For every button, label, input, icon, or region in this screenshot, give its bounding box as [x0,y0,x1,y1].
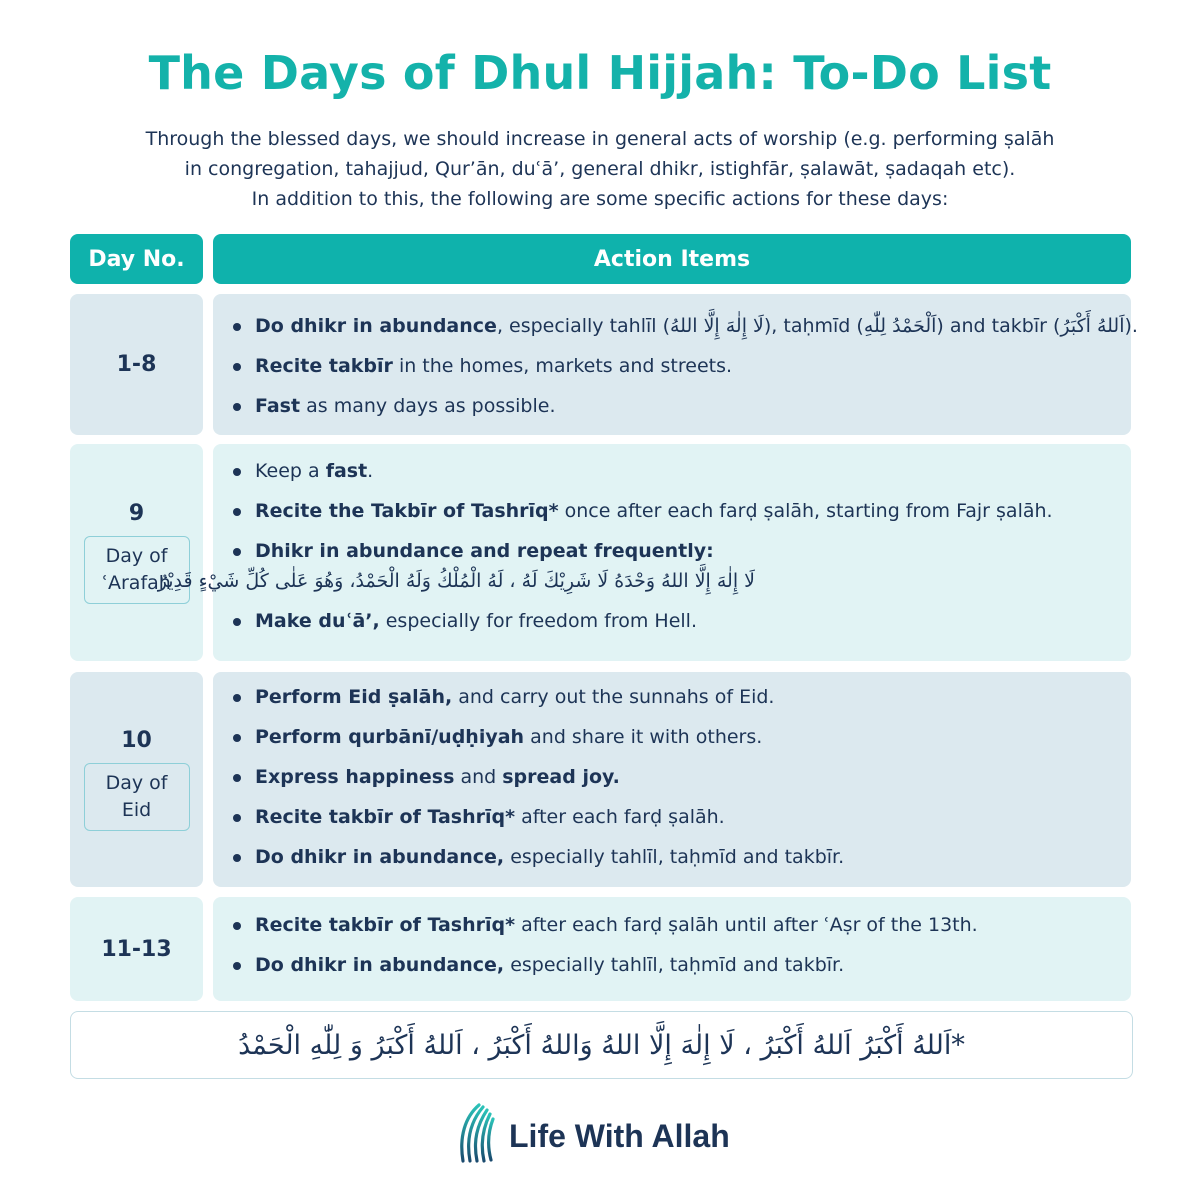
bullet-icon [233,734,241,742]
list-item [233,950,1115,980]
item-text: especially tahlīl, taḥmīd and takbīr. [504,954,845,976]
item-text: in the homes, markets and streets. [392,355,733,377]
list-item [233,456,1115,486]
item-bold: Dhikr in abundance and repeat frequently: [255,540,714,562]
header-day-no: Day No. [70,234,203,284]
intro-text [80,124,1120,214]
bullet-icon [233,403,241,411]
list-item [233,910,1115,940]
item-bold: Perform Eid ṣalāh, [255,686,453,708]
item-bold: Make duʿā’, [255,610,380,632]
bullet-icon [233,814,241,822]
day-tag: Day of ʿArafah [84,536,190,604]
intro-line: Through the blessed days, we should increase in general acts of worship (e.g. performing ṣalāh [145,128,1055,150]
item-text: and share it with others. [524,726,763,748]
item-bold: Do dhikr in abundance, [255,846,505,868]
day-number: 11-13 [101,936,172,962]
item-bold: fast [325,460,368,482]
item-text: and carry out the sunnahs of Eid. [452,686,775,708]
item-bold: Recite takbīr of Tashrīq* [255,806,516,828]
item-bold: Express happiness [255,766,455,788]
item-text: especially tahlīl, taḥmīd and takbīr. [504,846,845,868]
item-text: after each farḍ ṣalāh. [515,806,725,828]
list-item [233,802,1115,832]
list-item [233,606,1115,636]
bullet-icon [233,854,241,862]
bullet-icon [233,774,241,782]
bullet-icon [233,363,241,371]
bullet-icon [233,548,241,556]
intro-line: in congregation, tahajjud, Qur’ān, duʿā’, general dhikr, istighfār, ṣalawāt, ṣadaqah etc). [184,158,1016,180]
day-cell-1-8 [70,294,203,435]
list-item [233,682,1115,712]
takbir-footnote: *اَللهُ أَكْبَرُ اَللهُ أَكْبَرُ ، لَا إِلٰهَ إِلَّا اللهُ وَاللهُ أَكْبَرُ ، اَللهُ أَكْبَرُ وَ لِلّٰهِ الْحَمْدُ [238,1029,965,1061]
bullet-icon [233,618,241,626]
page-title: The Days of Dhul Hijjah: To-Do List [148,46,1052,100]
actions-cell-10 [213,672,1131,887]
bullet-icon [233,468,241,476]
list-item [233,762,1115,792]
bullet-icon [233,694,241,702]
bullet-icon [233,508,241,516]
day-number: 9 [128,501,145,526]
bullet-icon [233,922,241,930]
list-item [233,722,1115,752]
item-bold: Do dhikr in abundance, [255,954,505,976]
list-item [233,842,1115,872]
day-number: 10 [121,728,152,753]
day-cell-9 [70,444,203,661]
bullet-icon [233,962,241,970]
item-prefix: Keep a [255,460,326,482]
item-bold: Do dhikr in abundance [255,315,497,337]
item-text: after each farḍ ṣalāh until after ʿAṣr of the 13th. [515,914,978,936]
day-cell-11-13 [70,897,203,1001]
item-text: , especially tahlīl (لَا إِلٰهَ إِلَّا اللهُ), taḥmīd (اَلْحَمْدُ لِلّٰهِ) and takbīr (اَللهُ أَكْبَرُ). [496,315,1138,337]
actions-cell-9 [157,444,1131,661]
item-text: once after each farḍ ṣalāh, starting from Fajr ṣalāh. [558,500,1053,522]
list-item [233,351,1115,381]
item-text: . [367,460,374,482]
item-bold: Recite takbīr [255,355,393,377]
actions-cell-1-8 [213,294,1138,435]
header-action-items: Action Items [213,234,1131,284]
takbir-footnote-box [70,1011,1133,1079]
item-bold: Fast [255,395,301,417]
item-text: as many days as possible. [300,395,556,417]
list-item [233,536,1115,566]
item-bold: Perform qurbānī/uḍḥiyah [255,726,525,748]
item-bold: Recite takbīr of Tashrīq* [255,914,516,936]
item-bold: Recite the Takbīr of Tashrīq* [255,500,559,522]
brand-logo [455,1105,730,1167]
list-item [233,496,1115,526]
item-bold-2: spread joy. [502,766,620,788]
arabic-dhikr-wrap [157,566,755,596]
brand-name: Life With Allah [509,1117,730,1154]
intro-line: In addition to this, the following are some specific actions for these days: [251,188,949,210]
actions-cell-11-13 [213,897,1131,1001]
list-item [233,391,1115,421]
item-text: especially for freedom from Hell. [379,610,697,632]
list-item [233,311,1138,341]
day-number: 1-8 [116,352,157,377]
bullet-icon [233,323,241,331]
feather-logo-icon [455,1103,499,1169]
day-tag: Day of Eid [84,763,190,831]
arabic-dhikr: لَا إِلٰهَ إِلَّا اللهُ وَحْدَهُ لَا شَرِيْكَ لَهُ ، لَهُ الْمُلْكُ وَلَهُ الْحَمْدُ، وَهُوَ عَلٰى كُلِّ شَيْءٍ قَدِيْرٌ [157,570,755,592]
day-cell-10 [70,672,203,887]
item-text: and [454,766,503,788]
